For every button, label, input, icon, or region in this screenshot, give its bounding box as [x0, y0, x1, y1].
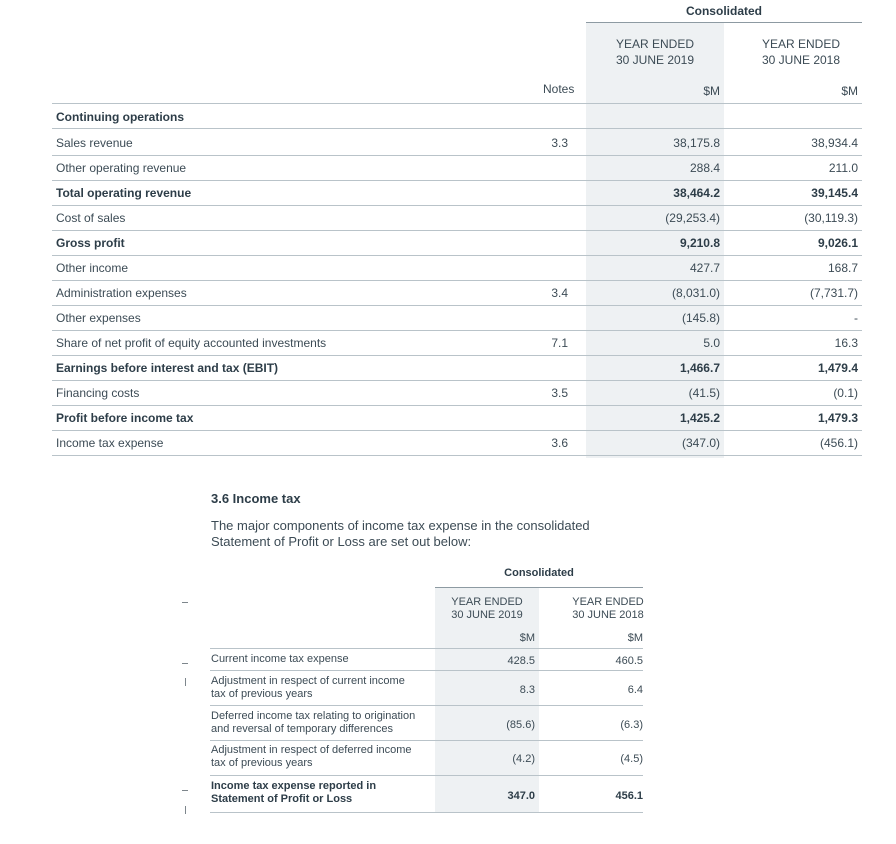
table1-row-label: Total operating revenue [56, 186, 192, 200]
table2-header-rule [210, 648, 643, 649]
table1-row-value-2019: (347.0) [681, 436, 720, 450]
table2-col2019-header-line2: 30 JUNE 2019 [451, 609, 523, 621]
table2-col2018-header-line2: 30 JUNE 2018 [572, 609, 644, 621]
table2-row-label-line2: tax of previous years [211, 757, 313, 769]
margin-mark [185, 678, 186, 686]
table2-row-rule [210, 740, 643, 741]
table1-row-value-2019: 38,175.8 [673, 136, 720, 150]
table1-group-header: Consolidated [685, 4, 762, 18]
margin-mark [182, 663, 188, 664]
table1-row-rule [52, 255, 862, 256]
table1-row-note: 3.6 [551, 436, 568, 450]
margin-mark [182, 790, 188, 791]
table1-row-label: Profit before income tax [56, 411, 194, 425]
table1-row-value-2019: 1,425.2 [679, 411, 720, 425]
table2-row-rule [210, 670, 643, 671]
table1-row-value-2018: 1,479.3 [817, 411, 858, 425]
table1-row-rule [52, 280, 862, 281]
table1-row-value-2018: 9,026.1 [817, 236, 858, 250]
table1-section-rule [52, 128, 862, 129]
table1-row-rule [52, 430, 862, 431]
table1-row-value-2018: 39,145.4 [811, 186, 858, 200]
table2-row-value-2018: 6.4 [627, 684, 643, 696]
table1-row-label: Income tax expense [56, 436, 164, 450]
table1-col2018-header-line2: 30 JUNE 2018 [761, 53, 841, 67]
table1-row-value-2019: 427.7 [689, 261, 720, 275]
table2-row-rule [210, 812, 643, 813]
table1-unit-2019: $M [703, 84, 720, 98]
table1-row-value-2019: (145.8) [681, 311, 720, 325]
table1-row-label: Share of net profit of equity accounted investments [56, 336, 327, 350]
table1-row-value-2018: 1,479.4 [817, 361, 858, 375]
table2-row-value-2018: 456.1 [615, 790, 643, 802]
table1-header-rule [52, 103, 862, 104]
table2-row-label-line1: Adjustment in respect of current income [211, 675, 405, 687]
table1-row-label: Sales revenue [56, 136, 133, 150]
table1-col2019-header-line2: 30 JUNE 2019 [615, 53, 695, 67]
table1-row-rule [52, 455, 862, 456]
table2-row-value-2018: 460.5 [615, 655, 643, 667]
table1-row-rule [52, 330, 862, 331]
table1-row-label: Other operating revenue [56, 161, 187, 175]
table2-group-header: Consolidated [504, 567, 574, 579]
section-intro-line1: The major components of income tax expense in the consolidated [211, 518, 590, 533]
table2-row-value-2019: (85.6) [506, 719, 535, 731]
table2-row-value-2019: 428.5 [507, 655, 535, 667]
table2-row-label-line1: Adjustment in respect of deferred income [211, 744, 412, 756]
table1-row-value-2018: 16.3 [834, 336, 858, 350]
table1-row-value-2019: 38,464.2 [673, 186, 720, 200]
table1-row-value-2018: (0.1) [833, 386, 858, 400]
table2-row-value-2019: (4.2) [512, 753, 535, 765]
table1-row-label: Other expenses [56, 311, 141, 325]
table1-row-value-2018: (456.1) [819, 436, 858, 450]
table1-row-note: 3.4 [551, 286, 568, 300]
table1-row-rule [52, 405, 862, 406]
table1-row-value-2018: (30,119.3) [804, 211, 858, 225]
section-intro-line2: Statement of Profit or Loss are set out below: [211, 534, 472, 549]
table1-row-value-2019: 5.0 [703, 336, 720, 350]
table1-unit-2018: $M [841, 84, 858, 98]
table2-unit-2018: $M [627, 632, 643, 644]
table2-row-label-line2: Statement of Profit or Loss [211, 793, 353, 805]
table1-section-title: Continuing operations [56, 110, 184, 124]
margin-mark [182, 602, 188, 603]
table2-row-label-line1: Deferred income tax relating to origination [211, 710, 416, 722]
table2-row-value-2018: (4.5) [620, 753, 643, 765]
table1-row-label: Gross profit [56, 236, 125, 250]
table2-row-label-line1: Income tax expense reported in [211, 780, 377, 792]
table1-row-value-2018: - [854, 311, 858, 325]
table1-row-rule [52, 230, 862, 231]
table2-row-label-line2: tax of previous years [211, 688, 313, 700]
section-title: 3.6 Income tax [211, 491, 301, 506]
table2-group-header-rule [435, 587, 643, 588]
table1-row-value-2018: 38,934.4 [811, 136, 858, 150]
table1-row-label: Financing costs [56, 386, 140, 400]
table1-col2019-header-line1: YEAR ENDED [615, 37, 695, 51]
table2-row-rule [210, 775, 643, 776]
table1-row-value-2019: 9,210.8 [679, 236, 720, 250]
table1-col2018-header-line1: YEAR ENDED [761, 37, 841, 51]
margin-mark [185, 806, 186, 814]
table2-row-value-2018: (6.3) [620, 719, 643, 731]
table2-unit-2019: $M [519, 632, 535, 644]
table1-row-note: 3.3 [551, 136, 568, 150]
table1-row-label: Administration expenses [56, 286, 187, 300]
table1-row-value-2019: 288.4 [689, 161, 720, 175]
table1-row-value-2019: 1,466.7 [679, 361, 720, 375]
table1-row-value-2018: (7,731.7) [809, 286, 858, 300]
table2-col2019-header-line1: YEAR ENDED [451, 596, 523, 608]
table2-row-rule [210, 705, 643, 706]
table1-row-rule [52, 305, 862, 306]
table1-notes-header: Notes [543, 82, 575, 96]
table1-row-label: Cost of sales [56, 211, 126, 225]
table1-row-value-2019: (8,031.0) [671, 286, 720, 300]
table1-row-note: 3.5 [551, 386, 568, 400]
table2-row-label-line2: and reversal of temporary differences [211, 723, 393, 735]
table1-row-value-2018: 168.7 [827, 261, 858, 275]
table1-row-rule [52, 155, 862, 156]
table1-row-rule [52, 355, 862, 356]
table1-row-value-2018: 211.0 [828, 161, 858, 175]
table2-row-label-line1: Current income tax expense [211, 653, 349, 665]
table2-row-value-2019: 8.3 [519, 684, 535, 696]
table2-row-value-2019: 347.0 [507, 790, 535, 802]
table1-row-rule [52, 180, 862, 181]
table1-group-header-rule [586, 22, 862, 23]
table1-row-value-2019: (41.5) [688, 386, 720, 400]
table2-col2018-header-line1: YEAR ENDED [572, 596, 644, 608]
table1-row-label: Earnings before interest and tax (EBIT) [56, 361, 279, 375]
table1-row-label: Other income [56, 261, 129, 275]
table1-row-rule [52, 205, 862, 206]
table1-row-note: 7.1 [551, 336, 568, 350]
table1-row-value-2019: (29,253.4) [665, 211, 720, 225]
table1-row-rule [52, 380, 862, 381]
